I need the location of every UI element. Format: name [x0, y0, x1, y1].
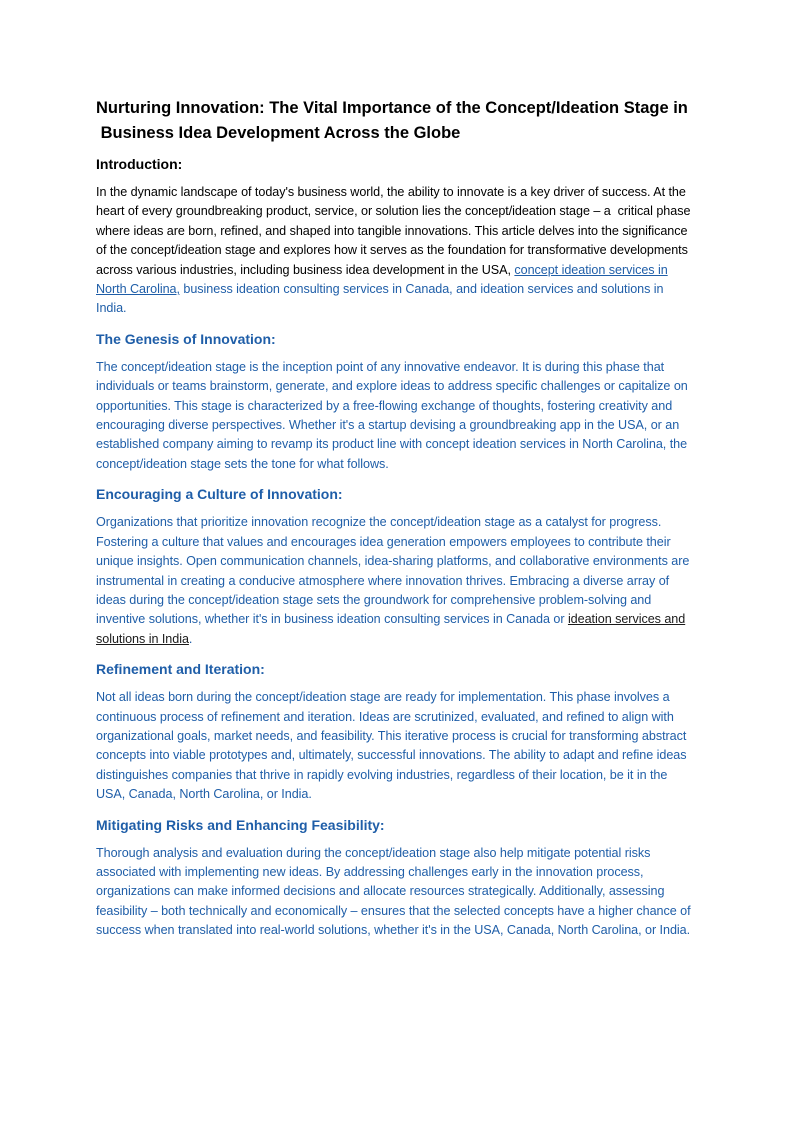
refinement-paragraph: Not all ideas born during the concept/ideation stage are ready for implementation. This phase involves a continuous process of refinement and iteration. Ideas are scrutinized, evaluated, and refined to align with organizational goals, market needs, and feasibility. This iterative process is crucial for transforming abstract concepts into viable prototypes and, ultimately, successful innovations. The ability to adapt and refine ideas distinguishes companies that thrive in rapidly evolving industries, regardless of their location, be it in the USA, Canada, North Carolina, or India.: [96, 690, 687, 802]
india-services-link[interactable]: ideation services and solutions in India: [96, 612, 686, 646]
risks-heading: Mitigating Risks and Enhancing Feasibility:: [96, 816, 385, 833]
genesis-paragraph: The concept/ideation stage is the inception point of any innovative endeavor. It is during this phase that individuals or teams brainstorm, generate, and explore ideas to address specific challenges or capitalize on opportunities. This stage is characterized by a free-flowing exchange of thoughts, fostering creativity and encouraging diverse perspectives. Whether it's a startup devising a groundbreaking app in the USA, or an established company aiming to revamp its product line with concept ideation services in North Carolina, the concept/ideation stage sets the tone for what follows.: [96, 359, 688, 471]
introduction-text-continued: business ideation consulting services in Canada, and ideation services and solutions in India.: [96, 282, 664, 316]
introduction-paragraph: [96, 183, 697, 319]
risks-paragraph: Thorough analysis and evaluation during the concept/ideation stage also help mitigate potential risks associated with implementing new ideas. By addressing challenges early in the innovation process, organizations can make informed decisions and allocate resources strategically. Additionally, assessing feasibility – both technically and economically – ensures that the selected concepts have a higher chance of success when translated into real-world solutions, whether it's in the USA, Canada, North Carolina, or India.: [96, 845, 691, 938]
document-title: Nurturing Innovation: The Vital Importance of the Concept/Ideation Stage in Business Idea Development Across the Globe: [96, 99, 688, 142]
refinement-heading: Refinement and Iteration:: [96, 661, 265, 678]
culture-text-end: .: [188, 631, 193, 646]
culture-paragraph: [96, 513, 697, 649]
culture-text: Organizations that prioritize innovation recognize the concept/ideation stage as a catalyst for progress. Fostering a culture that values and encourages idea generation empowers employees to contribute their unique insights. Open communication channels, idea-sharing platforms, and collaborative environments are instrumental in creating a conducive atmosphere where innovation thrives. Embracing a diverse array of ideas during the concept/ideation stage sets the groundwork for comprehensive problem-solving and inventive solutions, whether it's in business ideation consulting services in Canada or: [96, 515, 690, 627]
culture-heading: Encouraging a Culture of Innovation:: [96, 486, 343, 503]
north-carolina-services-link[interactable]: concept ideation services in North Carolina,: [96, 262, 668, 297]
introduction-text: In the dynamic landscape of today's business world, the ability to innovate is a key driver of success. At the heart of every groundbreaking product, service, or solution lies the concept/ideation stage – a critical phase where ideas are born, refined, and shaped into tangible innovations. This article delves into the significance of the concept/ideation stage and explores how it serves as the foundation for transformative developments across various industries, including business idea development in the USA,: [96, 185, 691, 277]
introduction-heading: Introduction:: [96, 156, 183, 172]
genesis-heading: The Genesis of Innovation:: [96, 330, 276, 347]
